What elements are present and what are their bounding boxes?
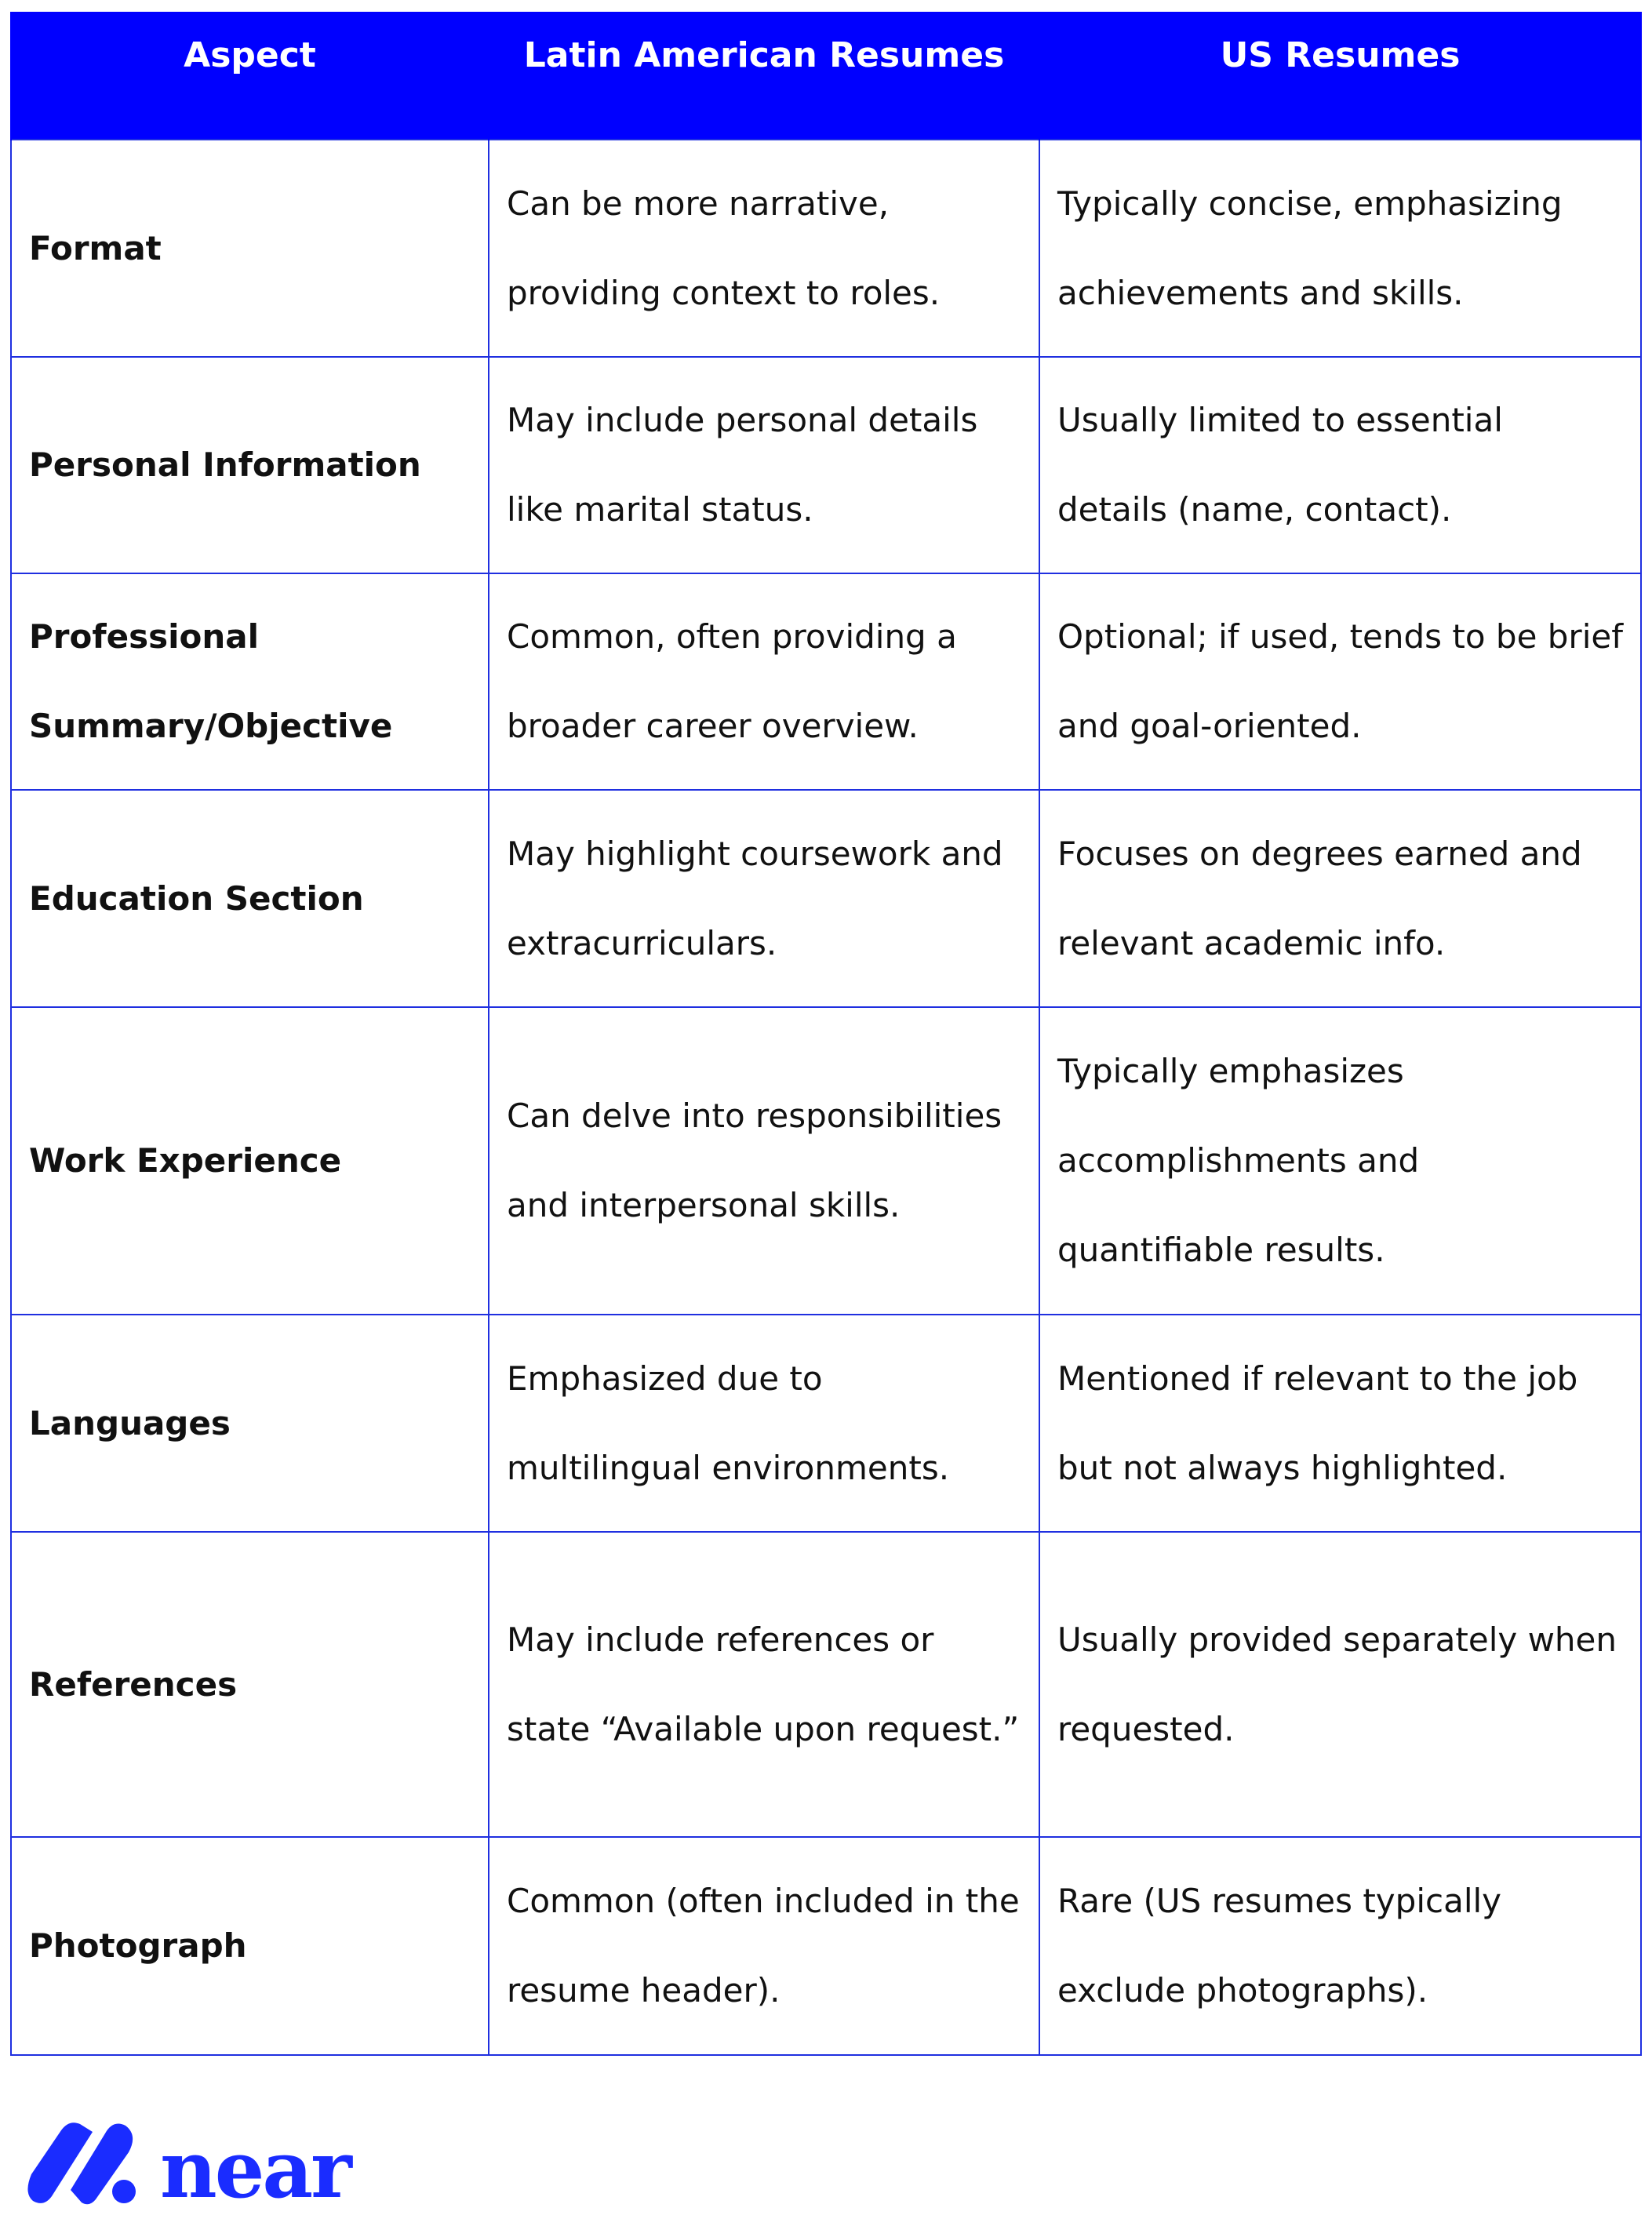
latin-american-cell: Common (often included in the resume header). bbox=[489, 1837, 1039, 2055]
aspect-cell: Personal Information bbox=[11, 357, 489, 573]
comparison-table bbox=[10, 12, 1642, 2056]
table-row bbox=[11, 790, 1641, 1007]
table-row bbox=[11, 1532, 1641, 1837]
us-cell: Typically emphasizes accomplishments and quantifiable results. bbox=[1039, 1007, 1641, 1315]
latin-american-cell: May highlight coursework and extracurriculars. bbox=[489, 790, 1039, 1007]
aspect-cell: References bbox=[11, 1532, 489, 1837]
table-header-row bbox=[11, 12, 1641, 140]
us-cell: Typically concise, emphasizing achievements and skills. bbox=[1039, 140, 1641, 357]
table-row bbox=[11, 1007, 1641, 1315]
header-latin-american: Latin American Resumes bbox=[489, 12, 1039, 140]
us-cell: Usually limited to essential details (name, contact). bbox=[1039, 357, 1641, 573]
near-logo-icon bbox=[24, 2118, 141, 2209]
logo-text: near bbox=[160, 2123, 350, 2216]
us-cell: Mentioned if relevant to the job but not always highlighted. bbox=[1039, 1315, 1641, 1532]
us-cell: Usually provided separately when requested. bbox=[1039, 1532, 1641, 1837]
table-row bbox=[11, 573, 1641, 790]
aspect-cell: Format bbox=[11, 140, 489, 357]
header-us: US Resumes bbox=[1039, 12, 1641, 140]
latin-american-cell: Emphasized due to multilingual environments. bbox=[489, 1315, 1039, 1532]
near-logo bbox=[24, 2118, 350, 2216]
us-cell: Focuses on degrees earned and relevant academic info. bbox=[1039, 790, 1641, 1007]
aspect-cell: Languages bbox=[11, 1315, 489, 1532]
aspect-cell: Work Experience bbox=[11, 1007, 489, 1315]
table-row bbox=[11, 357, 1641, 573]
us-cell: Optional; if used, tends to be brief and goal-oriented. bbox=[1039, 573, 1641, 790]
table-row bbox=[11, 1837, 1641, 2055]
table-row bbox=[11, 1315, 1641, 1532]
aspect-cell: Professional Summary/Objective bbox=[11, 573, 489, 790]
latin-american-cell: Can delve into responsibilities and interpersonal skills. bbox=[489, 1007, 1039, 1315]
us-cell: Rare (US resumes typically exclude photographs). bbox=[1039, 1837, 1641, 2055]
latin-american-cell: May include references or state “Available upon request.” bbox=[489, 1532, 1039, 1837]
aspect-cell: Photograph bbox=[11, 1837, 489, 2055]
table-row bbox=[11, 140, 1641, 357]
latin-american-cell: Can be more narrative, providing context to roles. bbox=[489, 140, 1039, 357]
aspect-cell: Education Section bbox=[11, 790, 489, 1007]
latin-american-cell: Common, often providing a broader career overview. bbox=[489, 573, 1039, 790]
latin-american-cell: May include personal details like marital status. bbox=[489, 357, 1039, 573]
header-aspect: Aspect bbox=[11, 12, 489, 140]
